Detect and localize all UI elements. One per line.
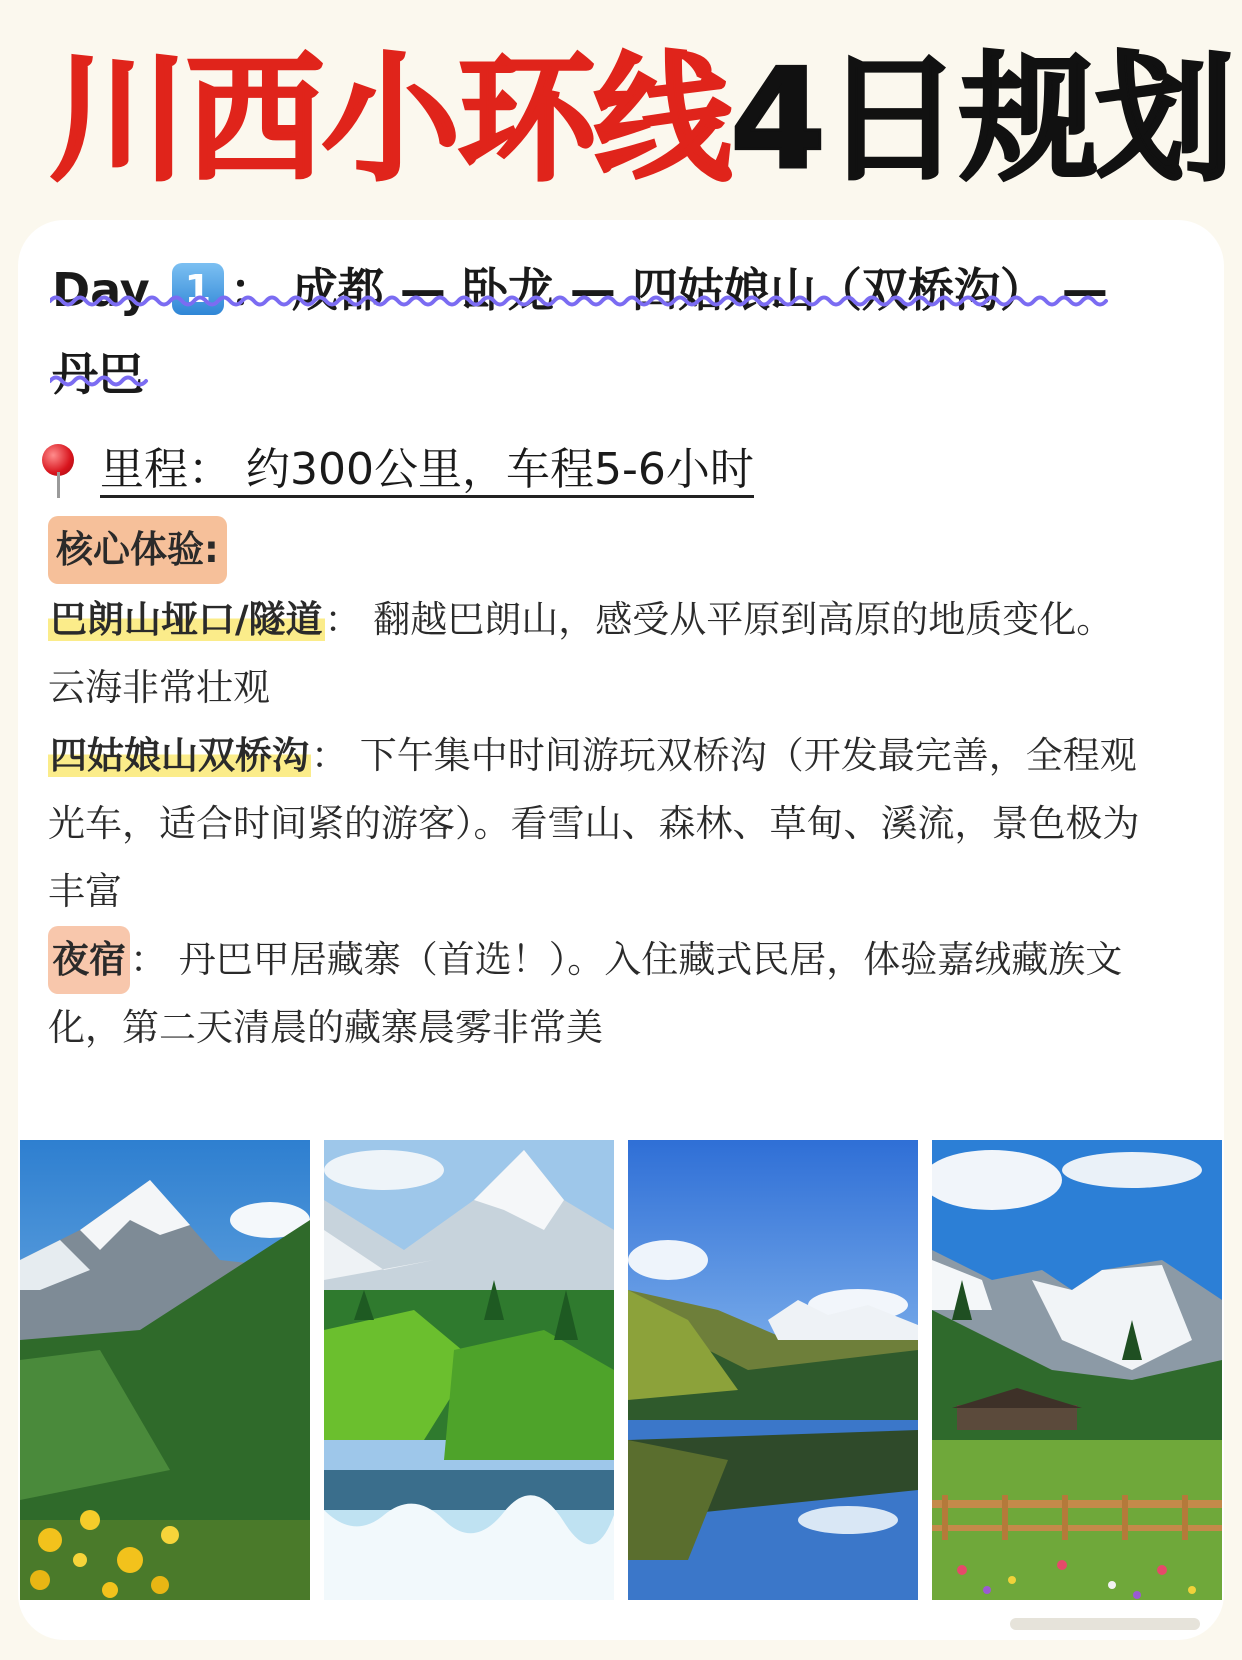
item-text: ： 下午集中时间游玩双桥沟（开发最完善，全程观光车，适合时间紧的游客）。看雪山、森林、草甸、溪流，景色极为丰富	[48, 734, 1140, 913]
item-balangshan	[48, 586, 1148, 722]
pin-icon	[40, 438, 80, 498]
photo-strip	[20, 1140, 1222, 1600]
watermark-icon	[1010, 1612, 1210, 1636]
snow-mountain-flowers-photo	[20, 1140, 310, 1600]
day-label: Day	[52, 263, 150, 317]
day-route-dest: 丹巴	[52, 347, 144, 401]
item-label: 夜宿	[48, 926, 130, 994]
day-route-line1: ： 成都 — 卧龙 — 四姑娘山（双桥沟） —	[229, 263, 1108, 317]
core-colon: :	[204, 528, 219, 571]
wavy-underline	[50, 292, 1112, 310]
item-label: 巴朗山垭口/隧道	[50, 598, 323, 641]
core-heading	[48, 516, 1148, 584]
item-overnight	[48, 926, 1148, 1062]
title-black-part: 4日规划	[730, 39, 1233, 200]
item-text: ： 翻越巴朗山，感受从平原到高原的地质变化。云海非常壮观	[48, 598, 1114, 709]
day-heading	[52, 258, 1108, 322]
item-text: ： 丹巴甲居藏寨（首选！）。入住藏式民居，体验嘉绒藏族文化，第二天清晨的藏寨晨雾非常美	[48, 938, 1123, 1049]
page-title	[50, 39, 1233, 200]
title-red-part: 川西小环线	[50, 39, 731, 200]
lake-reflection-photo	[628, 1140, 918, 1600]
keycap-number-icon: 1	[172, 263, 224, 315]
waterfall-forest-photo	[324, 1140, 614, 1600]
mileage-row	[40, 438, 754, 502]
meadow-village-photo	[932, 1140, 1222, 1600]
mileage-text: 里程： 约300公里，车程5-6小时	[100, 444, 754, 498]
wavy-underline-2	[50, 372, 150, 390]
item-shuangqiaogou	[48, 722, 1148, 926]
core-tag	[48, 516, 227, 584]
core-label: 核心体验	[56, 528, 204, 571]
item-label: 四姑娘山双桥沟	[50, 734, 309, 777]
